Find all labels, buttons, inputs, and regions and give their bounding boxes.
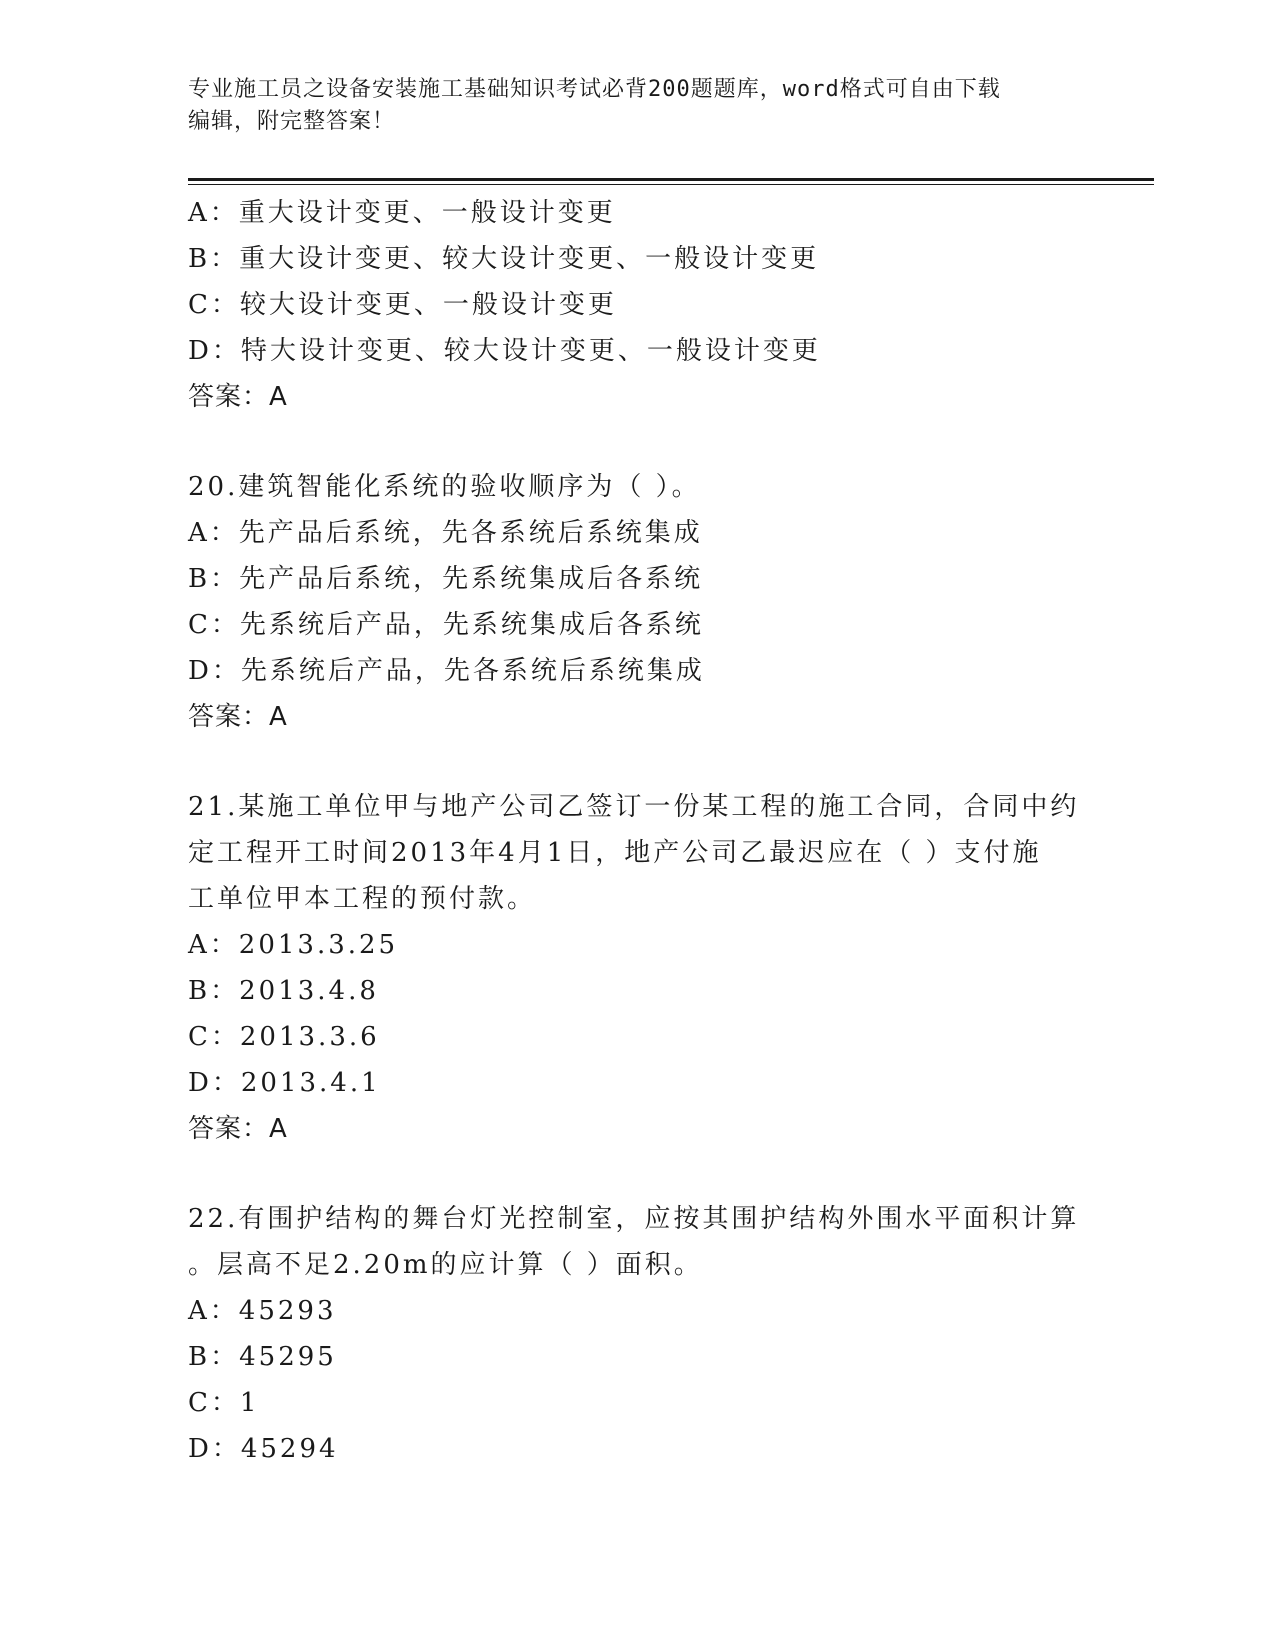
option-c: C：先系统后产品，先系统集成后各系统 xyxy=(188,610,704,640)
question-stem: 21.某施工单位甲与地产公司乙签订一份某工程的施工合同，合同中约 xyxy=(188,792,1080,822)
spacer xyxy=(188,1152,1088,1196)
option-a: A：先产品后系统，先各系统后系统集成 xyxy=(188,518,703,548)
option-d: D：45294 xyxy=(188,1434,339,1464)
option-b: B：2013.4.8 xyxy=(188,976,379,1006)
spacer xyxy=(188,740,1088,784)
option-c: C：较大设计变更、一般设计变更 xyxy=(188,290,617,320)
header-title-line-1: 专业施工员之设备安装施工基础知识考试必背200题题库，word格式可自由下载 xyxy=(188,77,1001,102)
option-a: A：45293 xyxy=(188,1296,337,1326)
question-22 xyxy=(188,1196,1088,1472)
header-divider-thin xyxy=(188,184,1154,185)
option-b: B：先产品后系统，先系统集成后各系统 xyxy=(188,564,704,594)
question-stem: 20.建筑智能化系统的验收顺序为（ ）。 xyxy=(188,472,701,502)
option-d: D：2013.4.1 xyxy=(188,1068,381,1098)
option-a: A：2013.3.25 xyxy=(188,930,399,960)
question-list xyxy=(188,190,1088,1472)
option-d: D：特大设计变更、较大设计变更、一般设计变更 xyxy=(188,336,821,366)
question-21 xyxy=(188,784,1088,1152)
option-c: C：1 xyxy=(188,1388,260,1418)
option-b: B：重大设计变更、较大设计变更、一般设计变更 xyxy=(188,244,820,274)
option-c: C：2013.3.6 xyxy=(188,1022,380,1052)
option-d: D：先系统后产品，先各系统后系统集成 xyxy=(188,656,705,686)
answer-line: 答案：A xyxy=(188,1114,288,1144)
answer-line: 答案：A xyxy=(188,382,288,412)
document-header xyxy=(188,74,1088,138)
question-stem: 22.有围护结构的舞台灯光控制室，应按其围护结构外围水平面积计算 xyxy=(188,1204,1080,1234)
question-stem: 定工程开工时间2013年4月1日，地产公司乙最迟应在（ ）支付施 xyxy=(188,838,1042,868)
spacer xyxy=(188,420,1088,464)
option-b: B：45295 xyxy=(188,1342,337,1372)
answer-line: 答案：A xyxy=(188,702,288,732)
header-divider-thick xyxy=(188,178,1154,181)
question-stem: 。层高不足2.20m的应计算（ ）面积。 xyxy=(188,1250,703,1280)
question-stem: 工单位甲本工程的预付款。 xyxy=(188,884,537,914)
question-19 xyxy=(188,190,1088,420)
question-20 xyxy=(188,464,1088,740)
option-a: A：重大设计变更、一般设计变更 xyxy=(188,198,616,228)
header-title-line-2: 编辑，附完整答案！ xyxy=(188,109,396,134)
